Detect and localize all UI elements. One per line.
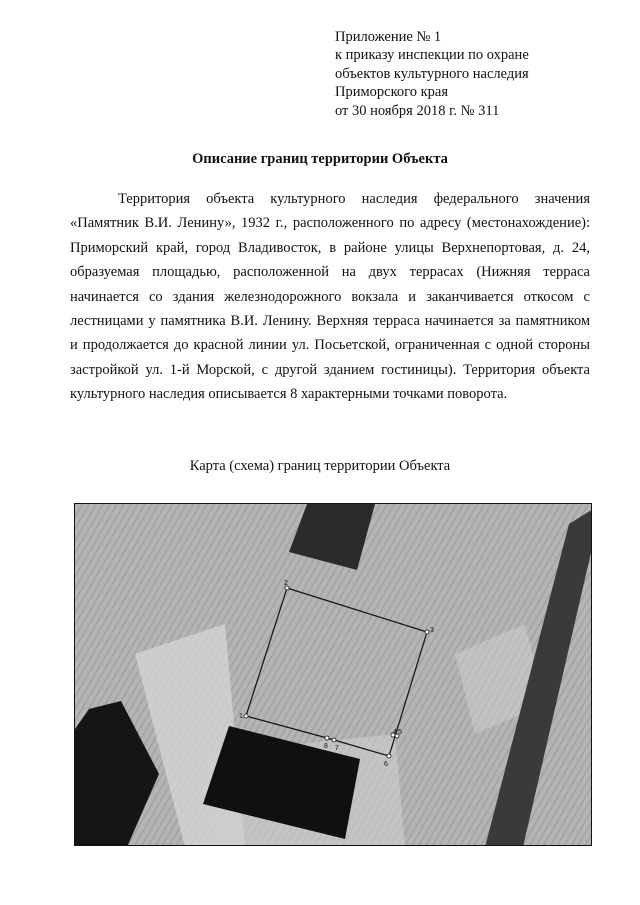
map-canvas (75, 504, 592, 846)
point-label-2: 2 (284, 580, 288, 587)
map-caption: Карта (схема) границ территории Объекта (189, 458, 451, 474)
section-title: Описание границ территории Объекта (192, 151, 448, 167)
map-scheme (74, 503, 592, 846)
point-label-6: 6 (384, 761, 388, 768)
point-label-4: 4 (393, 729, 397, 736)
point-label-5: 5 (398, 729, 402, 736)
boundary-point-6 (387, 754, 391, 758)
point-label-1: 1 (239, 713, 243, 720)
appendix-line-2: к приказу инспекции по охране (335, 47, 529, 64)
point-label-3: 3 (430, 627, 434, 634)
boundary-point-1 (244, 714, 248, 718)
point-label-8: 8 (324, 743, 328, 750)
body-paragraph: Территория объекта культурного наследия федерального значения «Памятник В.И. Ленину», 1932 г., расположенного по адресу (местонахождение): Приморский край, город Владивосток, в районе улицы Верхнепортовая, д. 24, образуемая площадью, расположенной на двух террасах (Нижняя терраса начинается со здания железнодорожного вокзала и заканчивается откосом с лестницами у памятника В.И. Ленину. Верхняя терраса начинается за памятником и продолжается до красной линии ул. Посьетской, ограниченная с одной стороны застройкой ул. 1-й Морской, с другой зданием гостиницы). Территория объекта культурного наследия описывается 8 характерными точками поворота. (70, 191, 590, 403)
boundary-point-7 (332, 738, 336, 742)
point-label-7: 7 (335, 745, 339, 752)
boundary-point-3 (425, 630, 429, 634)
appendix-line-3: объектов культурного наследия (335, 65, 529, 82)
appendix-line-1: Приложение № 1 (335, 29, 442, 45)
boundary-point-8 (325, 736, 329, 740)
appendix-line-4: Приморского края (335, 84, 449, 101)
appendix-line-5: от 30 ноября 2018 г. № 311 (335, 102, 500, 119)
appendix-header (335, 28, 625, 120)
